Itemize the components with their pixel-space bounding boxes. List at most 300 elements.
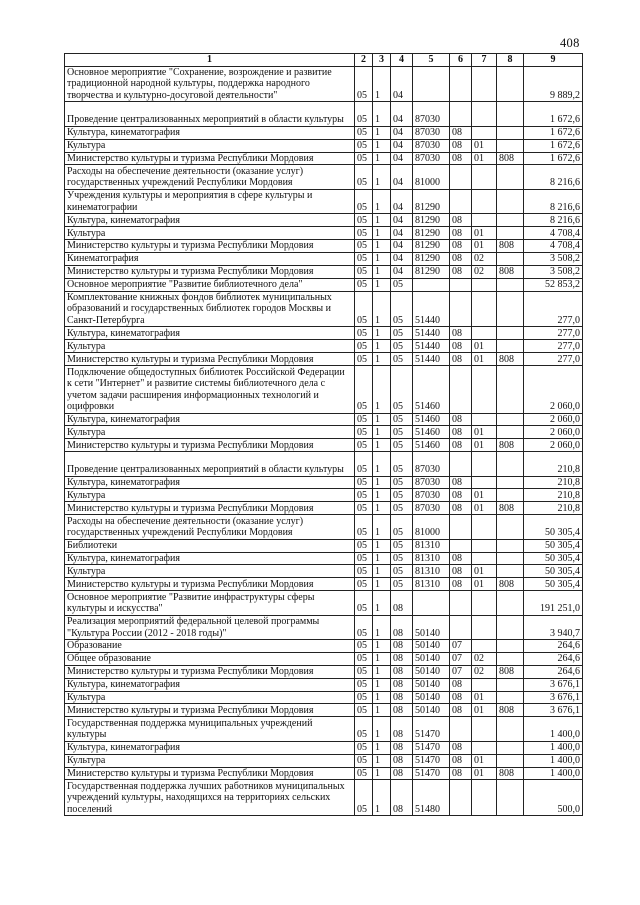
row-name: Основное мероприятие "Сохранение, возрождение и развитие традиционной народной культуры, поддержка народного творчества и культурно-досуговой деятельности" <box>65 66 355 102</box>
row-name: Проведение централизованных мероприятий в области культуры <box>65 452 355 476</box>
table-row <box>65 591 583 615</box>
section-code <box>450 717 472 741</box>
expense-code: 87030 <box>413 502 450 515</box>
table-row <box>65 565 583 578</box>
row-name: Подключение общедоступных библиотек Российской Федерации к сети "Интернет" и развитие системы библиотечного дела с учетом задачи расширения информационных технологий и оцифровки <box>65 366 355 413</box>
subsection-code <box>472 552 497 565</box>
ministry-dept-code <box>497 652 524 665</box>
ministry-dept-code <box>497 741 524 754</box>
ministry-dept-code <box>497 102 524 126</box>
ministry-code: 05 <box>355 102 373 126</box>
ministry-dept-code <box>497 539 524 552</box>
program-code: 1 <box>373 126 391 139</box>
expense-code: 51460 <box>413 439 450 452</box>
section-code: 08 <box>450 227 472 240</box>
ministry-code: 05 <box>355 452 373 476</box>
subprogram-code: 04 <box>391 139 413 152</box>
subsection-code <box>472 640 497 653</box>
row-name: Общее образование <box>65 652 355 665</box>
subsection-code <box>472 678 497 691</box>
program-code: 1 <box>373 591 391 615</box>
row-name: Основное мероприятие "Развитие библиотечного дела" <box>65 278 355 291</box>
row-name: Министерство культуры и туризма Республики Мордовия <box>65 502 355 515</box>
amount: 1 672,6 <box>524 126 583 139</box>
program-code: 1 <box>373 240 391 253</box>
table-row <box>65 780 583 816</box>
section-code: 08 <box>450 565 472 578</box>
table-row <box>65 615 583 639</box>
expense-code: 81290 <box>413 252 450 265</box>
ministry-dept-code <box>497 227 524 240</box>
amount: 264,6 <box>524 652 583 665</box>
subprogram-code: 08 <box>391 704 413 717</box>
section-code: 08 <box>450 691 472 704</box>
table-row <box>65 439 583 452</box>
table-row <box>65 552 583 565</box>
amount: 3 676,1 <box>524 704 583 717</box>
section-code: 08 <box>450 240 472 253</box>
amount: 500,0 <box>524 780 583 816</box>
subsection-code <box>472 452 497 476</box>
table-row <box>65 539 583 552</box>
subsection-code <box>472 717 497 741</box>
ministry-dept-code <box>497 476 524 489</box>
row-name: Культура, кинематография <box>65 413 355 426</box>
ministry-dept-code: 808 <box>497 665 524 678</box>
program-code: 1 <box>373 780 391 816</box>
subsection-code <box>472 327 497 340</box>
amount: 50 305,4 <box>524 552 583 565</box>
amount: 210,8 <box>524 452 583 476</box>
subprogram-code: 04 <box>391 240 413 253</box>
table-row <box>65 665 583 678</box>
ministry-code: 05 <box>355 539 373 552</box>
ministry-code: 05 <box>355 489 373 502</box>
subsection-code <box>472 515 497 539</box>
subsection-code: 01 <box>472 691 497 704</box>
amount: 1 400,0 <box>524 767 583 780</box>
ministry-dept-code <box>497 452 524 476</box>
expense-code: 81290 <box>413 227 450 240</box>
section-code <box>450 165 472 189</box>
ministry-code: 05 <box>355 754 373 767</box>
subsection-code <box>472 366 497 413</box>
ministry-dept-code: 808 <box>497 152 524 165</box>
table-row <box>65 741 583 754</box>
subprogram-code: 05 <box>391 327 413 340</box>
ministry-dept-code: 808 <box>497 353 524 366</box>
row-name: Министерство культуры и туризма Республики Мордовия <box>65 240 355 253</box>
subprogram-code: 08 <box>391 640 413 653</box>
subprogram-code: 08 <box>391 691 413 704</box>
ministry-code: 05 <box>355 327 373 340</box>
amount: 4 708,4 <box>524 240 583 253</box>
column-header-7: 7 <box>472 54 497 67</box>
amount: 4 708,4 <box>524 227 583 240</box>
section-code: 08 <box>450 214 472 227</box>
subprogram-code: 05 <box>391 502 413 515</box>
expense-code <box>413 591 450 615</box>
section-code: 08 <box>450 426 472 439</box>
ministry-code: 05 <box>355 615 373 639</box>
section-code <box>450 189 472 213</box>
amount: 50 305,4 <box>524 539 583 552</box>
row-name: Министерство культуры и туризма Республики Мордовия <box>65 152 355 165</box>
section-code: 07 <box>450 665 472 678</box>
table-row <box>65 278 583 291</box>
expense-code: 51440 <box>413 291 450 327</box>
ministry-code: 05 <box>355 717 373 741</box>
expense-code: 50140 <box>413 678 450 691</box>
table-row <box>65 452 583 476</box>
expense-code: 50140 <box>413 691 450 704</box>
column-header-2: 2 <box>355 54 373 67</box>
ministry-code: 05 <box>355 240 373 253</box>
amount: 3 508,2 <box>524 252 583 265</box>
ministry-dept-code <box>497 552 524 565</box>
subprogram-code: 04 <box>391 165 413 189</box>
expense-code: 81000 <box>413 515 450 539</box>
row-name: Библиотеки <box>65 539 355 552</box>
expense-code: 51470 <box>413 754 450 767</box>
subsection-code: 01 <box>472 767 497 780</box>
expense-code <box>413 278 450 291</box>
subsection-code: 01 <box>472 565 497 578</box>
amount: 8 216,6 <box>524 165 583 189</box>
section-code: 08 <box>450 353 472 366</box>
ministry-dept-code <box>497 278 524 291</box>
expense-code: 81310 <box>413 565 450 578</box>
section-code <box>450 591 472 615</box>
subsection-code: 01 <box>472 240 497 253</box>
subsection-code <box>472 476 497 489</box>
subprogram-code: 04 <box>391 252 413 265</box>
section-code: 08 <box>450 578 472 591</box>
ministry-code: 05 <box>355 439 373 452</box>
page-number: 408 <box>560 36 580 50</box>
section-code: 08 <box>450 413 472 426</box>
section-code: 08 <box>450 552 472 565</box>
column-header-1: 1 <box>65 54 355 67</box>
column-header-3: 3 <box>373 54 391 67</box>
table-row <box>65 139 583 152</box>
section-code: 08 <box>450 340 472 353</box>
ministry-code: 05 <box>355 291 373 327</box>
table-row <box>65 413 583 426</box>
row-name: Расходы на обеспечение деятельности (оказание услуг) государственных учреждений Республики Мордовия <box>65 165 355 189</box>
ministry-code: 05 <box>355 704 373 717</box>
expense-code: 50140 <box>413 704 450 717</box>
ministry-code: 05 <box>355 126 373 139</box>
ministry-code: 05 <box>355 678 373 691</box>
ministry-dept-code: 808 <box>497 704 524 717</box>
ministry-dept-code <box>497 426 524 439</box>
section-code: 08 <box>450 252 472 265</box>
section-code: 08 <box>450 741 472 754</box>
ministry-dept-code <box>497 780 524 816</box>
expense-code: 51470 <box>413 767 450 780</box>
section-code <box>450 102 472 126</box>
table-row <box>65 189 583 213</box>
table-row <box>65 291 583 327</box>
amount: 2 060,0 <box>524 439 583 452</box>
section-code: 08 <box>450 265 472 278</box>
row-name: Культура, кинематография <box>65 476 355 489</box>
row-name: Комплектование книжных фондов библиотек муниципальных образований и государственных библиотек городов Москвы и Санкт-Петербурга <box>65 291 355 327</box>
expense-code: 51460 <box>413 366 450 413</box>
amount: 8 216,6 <box>524 214 583 227</box>
amount: 9 889,2 <box>524 66 583 102</box>
table-row <box>65 265 583 278</box>
ministry-code: 05 <box>355 139 373 152</box>
subprogram-code: 05 <box>391 515 413 539</box>
row-name: Культура <box>65 227 355 240</box>
program-code: 1 <box>373 502 391 515</box>
expense-code: 87030 <box>413 152 450 165</box>
expense-code: 51480 <box>413 780 450 816</box>
ministry-dept-code <box>497 489 524 502</box>
ministry-code: 05 <box>355 152 373 165</box>
amount: 50 305,4 <box>524 565 583 578</box>
program-code: 1 <box>373 252 391 265</box>
table-row <box>65 214 583 227</box>
table-row <box>65 165 583 189</box>
subsection-code <box>472 214 497 227</box>
expense-code: 81290 <box>413 265 450 278</box>
subprogram-code: 05 <box>391 565 413 578</box>
program-code: 1 <box>373 139 391 152</box>
ministry-dept-code <box>497 640 524 653</box>
amount: 1 400,0 <box>524 717 583 741</box>
subsection-code: 02 <box>472 265 497 278</box>
program-code: 1 <box>373 439 391 452</box>
row-name: Министерство культуры и туризма Республики Мордовия <box>65 439 355 452</box>
section-code: 08 <box>450 502 472 515</box>
section-code <box>450 452 472 476</box>
expense-code: 81310 <box>413 552 450 565</box>
ministry-code: 05 <box>355 189 373 213</box>
subprogram-code: 05 <box>391 439 413 452</box>
expense-code: 87030 <box>413 476 450 489</box>
subsection-code <box>472 615 497 639</box>
table-row <box>65 227 583 240</box>
program-code: 1 <box>373 265 391 278</box>
subprogram-code: 05 <box>391 353 413 366</box>
amount: 191 251,0 <box>524 591 583 615</box>
expense-code: 81290 <box>413 214 450 227</box>
section-code <box>450 515 472 539</box>
table-row <box>65 678 583 691</box>
amount: 264,6 <box>524 640 583 653</box>
subsection-code: 02 <box>472 252 497 265</box>
amount: 210,8 <box>524 476 583 489</box>
section-code: 07 <box>450 652 472 665</box>
program-code: 1 <box>373 189 391 213</box>
expense-code: 51440 <box>413 340 450 353</box>
subprogram-code: 05 <box>391 366 413 413</box>
expense-code <box>413 66 450 102</box>
subprogram-code: 05 <box>391 476 413 489</box>
expense-code: 81310 <box>413 539 450 552</box>
budget-table <box>64 53 583 816</box>
column-header-5: 5 <box>413 54 450 67</box>
table-row <box>65 515 583 539</box>
subsection-code: 01 <box>472 353 497 366</box>
subsection-code <box>472 291 497 327</box>
program-code: 1 <box>373 476 391 489</box>
ministry-dept-code <box>497 252 524 265</box>
row-name: Культура <box>65 565 355 578</box>
ministry-dept-code <box>497 754 524 767</box>
ministry-code: 05 <box>355 366 373 413</box>
program-code: 1 <box>373 66 391 102</box>
subprogram-code: 04 <box>391 214 413 227</box>
expense-code: 87030 <box>413 489 450 502</box>
amount: 2 060,0 <box>524 426 583 439</box>
row-name: Государственная поддержка лучших работников муниципальных учреждений культуры, находящихся на территориях сельских поселений <box>65 780 355 816</box>
row-name: Культура, кинематография <box>65 678 355 691</box>
row-name: Культура, кинематография <box>65 552 355 565</box>
ministry-code: 05 <box>355 214 373 227</box>
ministry-code: 05 <box>355 165 373 189</box>
column-header-6: 6 <box>450 54 472 67</box>
expense-code: 51460 <box>413 426 450 439</box>
ministry-code: 05 <box>355 278 373 291</box>
section-code <box>450 539 472 552</box>
row-name: Культура, кинематография <box>65 741 355 754</box>
table-row <box>65 252 583 265</box>
amount: 264,6 <box>524 665 583 678</box>
amount: 2 060,0 <box>524 366 583 413</box>
section-code: 08 <box>450 439 472 452</box>
section-code: 08 <box>450 678 472 691</box>
subsection-code <box>472 102 497 126</box>
program-code: 1 <box>373 578 391 591</box>
ministry-code: 05 <box>355 578 373 591</box>
table-row <box>65 717 583 741</box>
program-code: 1 <box>373 413 391 426</box>
amount: 3 676,1 <box>524 678 583 691</box>
ministry-code: 05 <box>355 413 373 426</box>
subsection-code <box>472 741 497 754</box>
subsection-code <box>472 591 497 615</box>
row-name: Министерство культуры и туризма Республики Мордовия <box>65 265 355 278</box>
amount: 277,0 <box>524 340 583 353</box>
amount: 277,0 <box>524 327 583 340</box>
table-row <box>65 502 583 515</box>
expense-code: 51440 <box>413 353 450 366</box>
ministry-code: 05 <box>355 665 373 678</box>
ministry-code: 05 <box>355 565 373 578</box>
subprogram-code: 04 <box>391 227 413 240</box>
subsection-code <box>472 780 497 816</box>
expense-code: 81310 <box>413 578 450 591</box>
section-code <box>450 278 472 291</box>
row-name: Министерство культуры и туризма Республики Мордовия <box>65 767 355 780</box>
ministry-dept-code <box>497 126 524 139</box>
ministry-dept-code <box>497 717 524 741</box>
program-code: 1 <box>373 452 391 476</box>
subsection-code: 01 <box>472 426 497 439</box>
amount: 1 672,6 <box>524 152 583 165</box>
expense-code: 51470 <box>413 717 450 741</box>
ministry-dept-code: 808 <box>497 502 524 515</box>
row-name: Культура, кинематография <box>65 126 355 139</box>
table-row <box>65 426 583 439</box>
program-code: 1 <box>373 340 391 353</box>
subprogram-code: 05 <box>391 539 413 552</box>
program-code: 1 <box>373 565 391 578</box>
row-name: Культура <box>65 340 355 353</box>
ministry-code: 05 <box>355 591 373 615</box>
program-code: 1 <box>373 704 391 717</box>
ministry-code: 05 <box>355 515 373 539</box>
table-row <box>65 476 583 489</box>
subsection-code <box>472 66 497 102</box>
section-code: 08 <box>450 152 472 165</box>
subprogram-code: 08 <box>391 741 413 754</box>
row-name: Министерство культуры и туризма Республики Мордовия <box>65 665 355 678</box>
ministry-code: 05 <box>355 780 373 816</box>
subprogram-code: 08 <box>391 767 413 780</box>
column-header-9: 9 <box>524 54 583 67</box>
section-code <box>450 291 472 327</box>
subprogram-code: 05 <box>391 489 413 502</box>
ministry-code: 05 <box>355 640 373 653</box>
ministry-code: 05 <box>355 227 373 240</box>
program-code: 1 <box>373 691 391 704</box>
table-row <box>65 754 583 767</box>
subsection-code <box>472 165 497 189</box>
row-name: Кинематография <box>65 252 355 265</box>
ministry-code: 05 <box>355 252 373 265</box>
subsection-code <box>472 189 497 213</box>
ministry-dept-code: 808 <box>497 578 524 591</box>
ministry-code: 05 <box>355 426 373 439</box>
amount: 277,0 <box>524 353 583 366</box>
ministry-dept-code: 808 <box>497 767 524 780</box>
subprogram-code: 05 <box>391 426 413 439</box>
ministry-dept-code <box>497 165 524 189</box>
column-header-8: 8 <box>497 54 524 67</box>
row-name: Государственная поддержка муниципальных учреждений культуры <box>65 717 355 741</box>
subprogram-code: 04 <box>391 152 413 165</box>
table-body <box>65 66 583 816</box>
program-code: 1 <box>373 652 391 665</box>
expense-code: 87030 <box>413 126 450 139</box>
program-code: 1 <box>373 152 391 165</box>
table-row <box>65 126 583 139</box>
ministry-dept-code <box>497 214 524 227</box>
section-code: 08 <box>450 704 472 717</box>
ministry-dept-code <box>497 413 524 426</box>
subprogram-code: 05 <box>391 552 413 565</box>
subsection-code: 02 <box>472 665 497 678</box>
row-name: Министерство культуры и туризма Республики Мордовия <box>65 353 355 366</box>
amount: 210,8 <box>524 489 583 502</box>
subprogram-code: 08 <box>391 717 413 741</box>
section-code <box>450 66 472 102</box>
subsection-code: 02 <box>472 652 497 665</box>
program-code: 1 <box>373 665 391 678</box>
table-row <box>65 66 583 102</box>
subsection-code: 01 <box>472 340 497 353</box>
table-row <box>65 767 583 780</box>
ministry-code: 05 <box>355 552 373 565</box>
subprogram-code: 08 <box>391 754 413 767</box>
ministry-dept-code <box>497 189 524 213</box>
subprogram-code: 04 <box>391 189 413 213</box>
